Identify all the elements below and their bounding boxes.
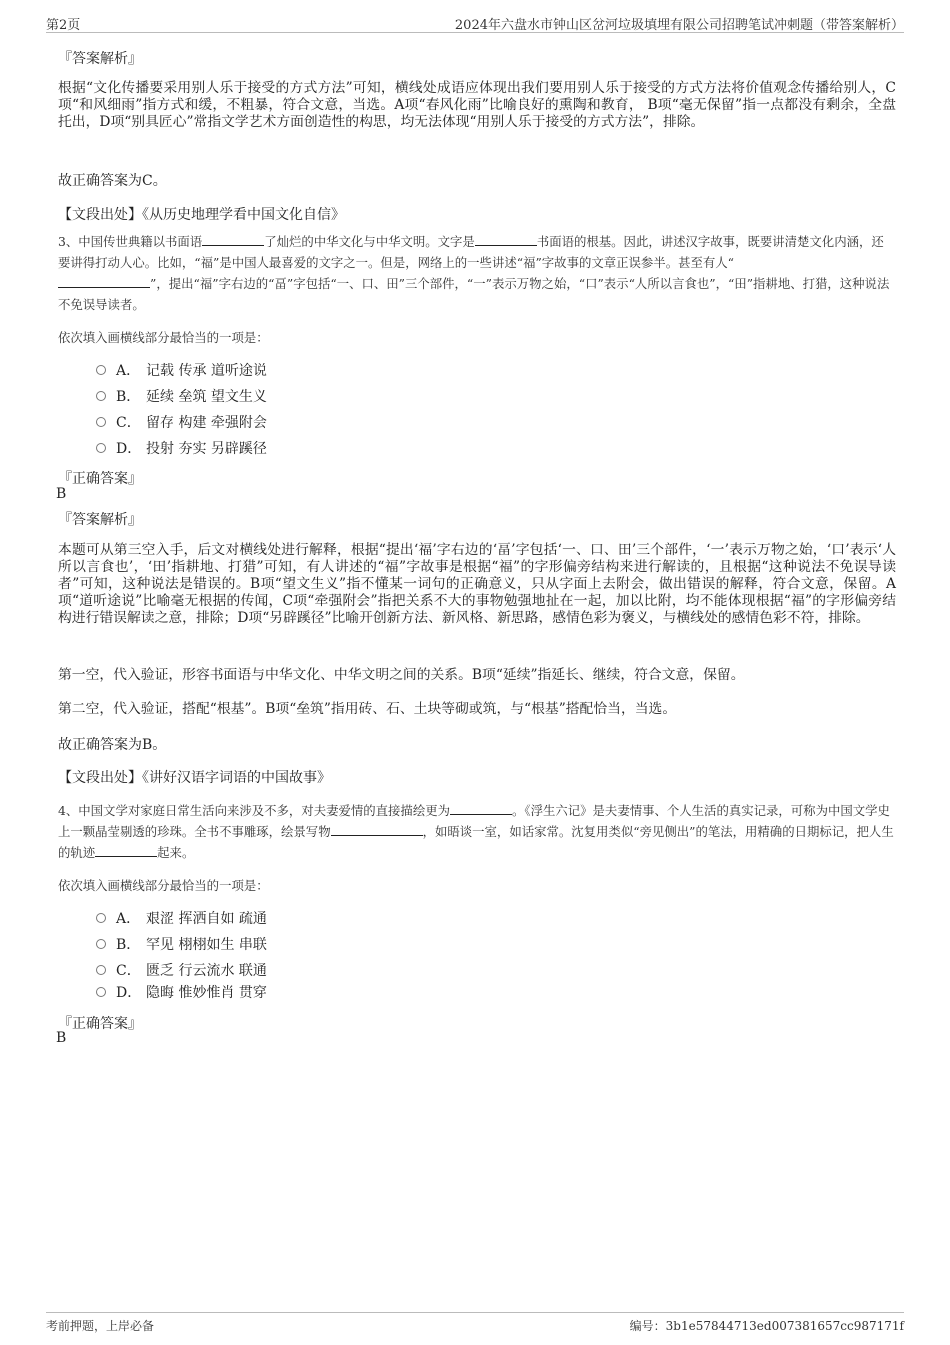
document-title: 2024年六盘水市钟山区岔河垃圾填埋有限公司招聘笔试冲刺题（带答案解析） [454,18,904,33]
page-number: 第2页 [46,18,81,33]
q3-analysis-label: 『答案解析』 [58,512,142,528]
q2-analysis-text: 根据“文化传播要采用别人乐于接受的方式方法”可知，横线处成语应体现出我们要用别人乐于接受的方式方法将价值观念传播给别人，C项“和风细雨”指方式和缓，不粗暴，符合文意，当选。A项“春风化雨”比喻良好的熏陶和教育， B项“毫无保留”指一点都没有剩余，全盘托出，D项“别具匠心”常指文学艺术方面创造性的构思，均无法体现“用别人乐于接受的方式方法”，排除。 [58,80,896,130]
q4-option-c[interactable]: C． 匮乏 行云流水 联通 [96,961,267,981]
q2-analysis-label: 『答案解析』 [58,51,142,67]
q3-prompt: 依次填入画横线部分最恰当的一项是： [58,330,269,345]
q2-source: 【文段出处】《从历史地理学看中国文化自信》 [58,207,345,223]
blank-line [475,233,537,246]
radio-icon[interactable] [96,939,106,949]
q4-stem: 4、中国文学对家庭日常生活向来涉及不多，对夫妻爱情的直接描绘更为 。《浮生六记》是夫妻情事、个人生活的真实记录，可称为中国文学史上一颗晶莹剔透的珍珠。全书不事雕琢，绘景写物 ，如晤谈一室，如话家常。沈复用类似“旁见侧出”的笔法，用精确的日期标记，把人生的轨迹 起来。 [58,803,894,860]
q3-blank2-analysis: 第二空，代入验证，搭配“根基”。B项“垒筑”指用砖、石、土块等砌或筑，与“根基”搭配恰当，当选。 [58,701,677,717]
blank-line [450,802,512,815]
blank-line [331,823,423,836]
q3-blank1-analysis: 第一空，代入验证，形容书面语与中华文化、中华文明之间的关系。B项“延续”指延长、继续，符合文意，保留。 [58,667,745,683]
q3-stem: 3、中国传世典籍以书面语 了灿烂的中华文化与中华文明。文字是 书面语的根基。因此，讲述汉字故事，既要讲清楚文化内涵，还要讲得打动人心。比如，“福”是中国人最喜爱的文字之一。但是，网络上的一些讲述“福”字故事的文章正误参半。甚至有人“ ”，提出“福”字右边的“畐”字包括“一、口、田”三个部件，“一”表示万物之始，“口”表示“人所以言食也”，“田”指耕地、打猎，这种说法不免误导读者。 [58,234,890,312]
q2-conclusion: 故正确答案为C。 [58,173,167,189]
radio-icon[interactable] [96,417,106,427]
q3-correct-answer: B [56,486,67,502]
radio-icon[interactable] [96,391,106,401]
q4-prompt: 依次填入画横线部分最恰当的一项是： [58,878,269,893]
q3-analysis-text: 本题可从第三空入手，后文对横线处进行解释，根据“提出‘福’字右边的‘畐’字包括‘一、口、田’三个部件，‘一’表示万物之始，‘口’表示‘人所以言食也’，‘田’指耕地、打猎”可知，有人讲述的“福”字故事是根据“福”的字形偏旁结构来进行解读的，且根据“这种说法不免误导读者”可知，这种说法是错误的。B项“望文生义”指不懂某一词句的正确意义，只从字面上去附会，做出错误的解释，符合文意，保留。A项“道听途说”比喻毫无根据的传闻，C项“牵强附会”指把关系不大的事物勉强地扯在一起，加以比附，均不能体现根据“福”的字形偏旁结构进行错误解读之意，排除；D项“另辟蹊径”比喻开创新方法、新风格、新思路，感情色彩为褒义，与横线处的感情色彩不符，排除。 [58,542,896,626]
q3-option-a[interactable]: A． 记载 传承 道听途说 [96,361,267,381]
page-footer [46,1312,904,1333]
blank-line [202,233,264,246]
q4-option-a[interactable]: A． 艰涩 挥洒自如 疏通 [96,909,267,929]
radio-icon[interactable] [96,443,106,453]
radio-icon[interactable] [96,987,106,997]
q4-option-b[interactable]: B． 罕见 栩栩如生 串联 [96,935,267,955]
q4-option-d[interactable]: D． 隐晦 惟妙惟肖 贯穿 [96,983,267,1003]
blank-line [95,844,157,857]
q3-correct-label: 『正确答案』 [58,471,142,487]
q3-option-b[interactable]: B． 延续 垒筑 望文生义 [96,387,267,407]
page-header [46,12,904,33]
q3-option-c[interactable]: C． 留存 构建 牵强附会 [96,413,267,433]
q4-correct-label: 『正确答案』 [58,1016,142,1032]
q3-conclusion: 故正确答案为B。 [58,737,167,753]
radio-icon[interactable] [96,365,106,375]
q3-source: 【文段出处】《讲好汉语字词语的中国故事》 [58,770,331,786]
q3-option-d[interactable]: D． 投射 夯实 另辟蹊径 [96,439,267,459]
q4-correct-answer: B [56,1030,67,1046]
footer-slogan: 考前押题，上岸必备 [46,1319,155,1333]
footer-serial: 编号：3b1e57844713ed007381657cc987171f [629,1319,904,1333]
radio-icon[interactable] [96,965,106,975]
blank-line [58,275,150,288]
radio-icon[interactable] [96,913,106,923]
